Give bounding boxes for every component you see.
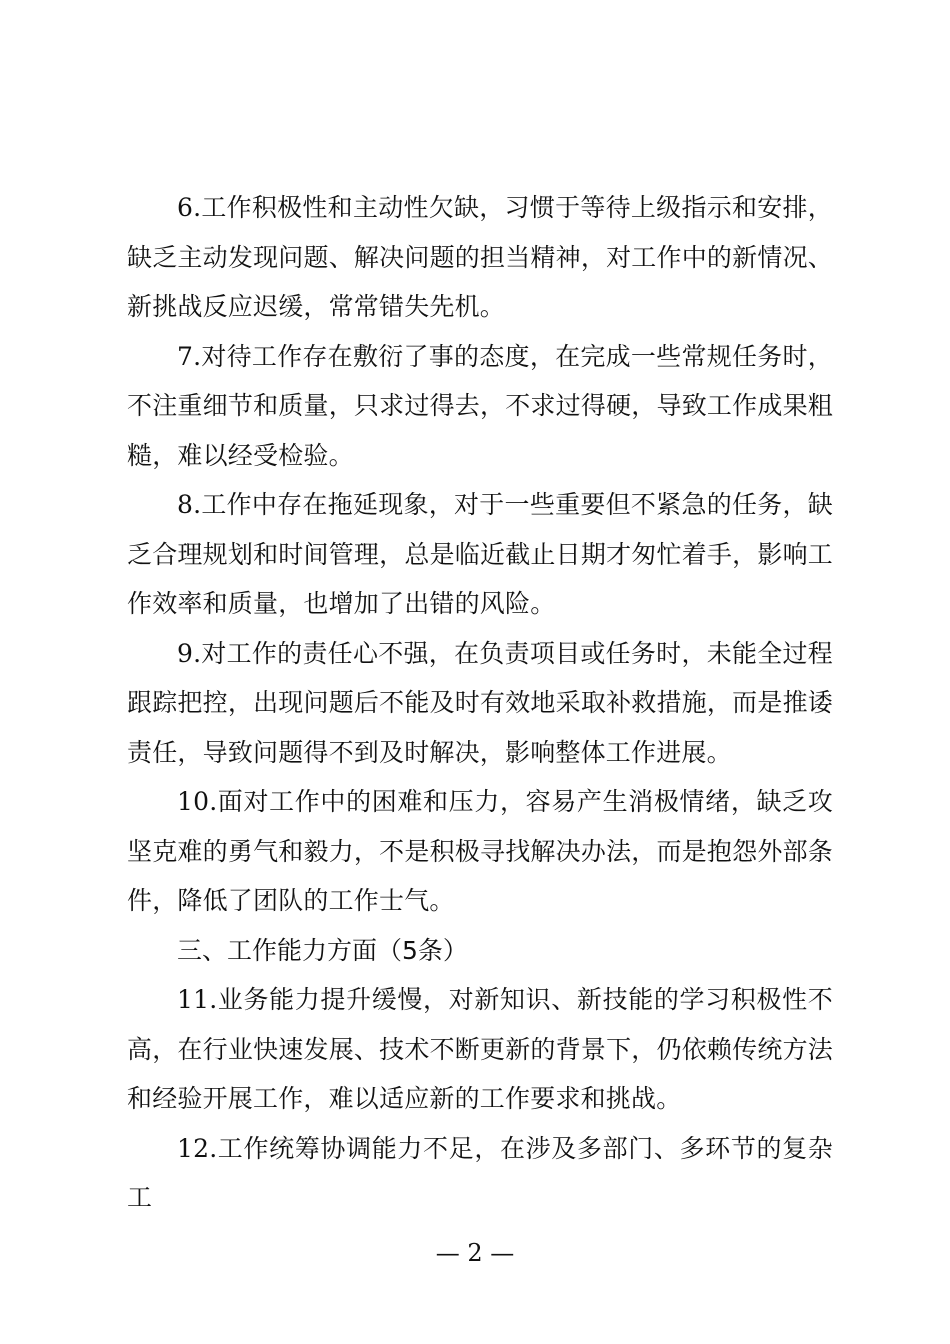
page-number: — 2 — [435, 1239, 515, 1267]
paragraph-item-6: 6.工作积极性和主动性欠缺，习惯于等待上级指示和安排，缺乏主动发现问题、解决问题的担当精神，对工作中的新情况、新挑战反应迟缓，常常错失先机。 [127, 193, 833, 321]
section-heading: 三、工作能力方面（5条） [177, 935, 468, 965]
paragraph-item-8: 8.工作中存在拖延现象，对于一些重要但不紧急的任务，缺乏合理规划和时间管理，总是临近截止日期才匆忙着手，影响工作效率和质量，也增加了出错的风险。 [127, 490, 833, 618]
paragraph-item-10: 10.面对工作中的困难和压力，容易产生消极情绪，缺乏攻坚克难的勇气和毅力，不是积极寻找解决办法，而是抱怨外部条件，降低了团队的工作士气。 [127, 787, 833, 915]
paragraph-item-11: 11.业务能力提升缓慢，对新知识、新技能的学习积极性不高，在行业快速发展、技术不断更新的背景下，仍依赖传统方法和经验开展工作，难以适应新的工作要求和挑战。 [127, 985, 833, 1113]
paragraph-item-7: 7.对待工作存在敷衍了事的态度，在完成一些常规任务时，不注重细节和质量，只求过得去，不求过得硬，导致工作成果粗糙，难以经受检验。 [127, 341, 833, 470]
paragraph-item-12: 12.工作统筹协调能力不足，在涉及多部门、多环节的复杂工 [127, 1133, 833, 1212]
document-body [127, 183, 833, 1223]
paragraph-item-9: 9.对工作的责任心不强，在负责项目或任务时，未能全过程跟踪把控，出现问题后不能及时有效地采取补救措施，而是推诿责任，导致问题得不到及时解决，影响整体工作进展。 [127, 638, 833, 767]
